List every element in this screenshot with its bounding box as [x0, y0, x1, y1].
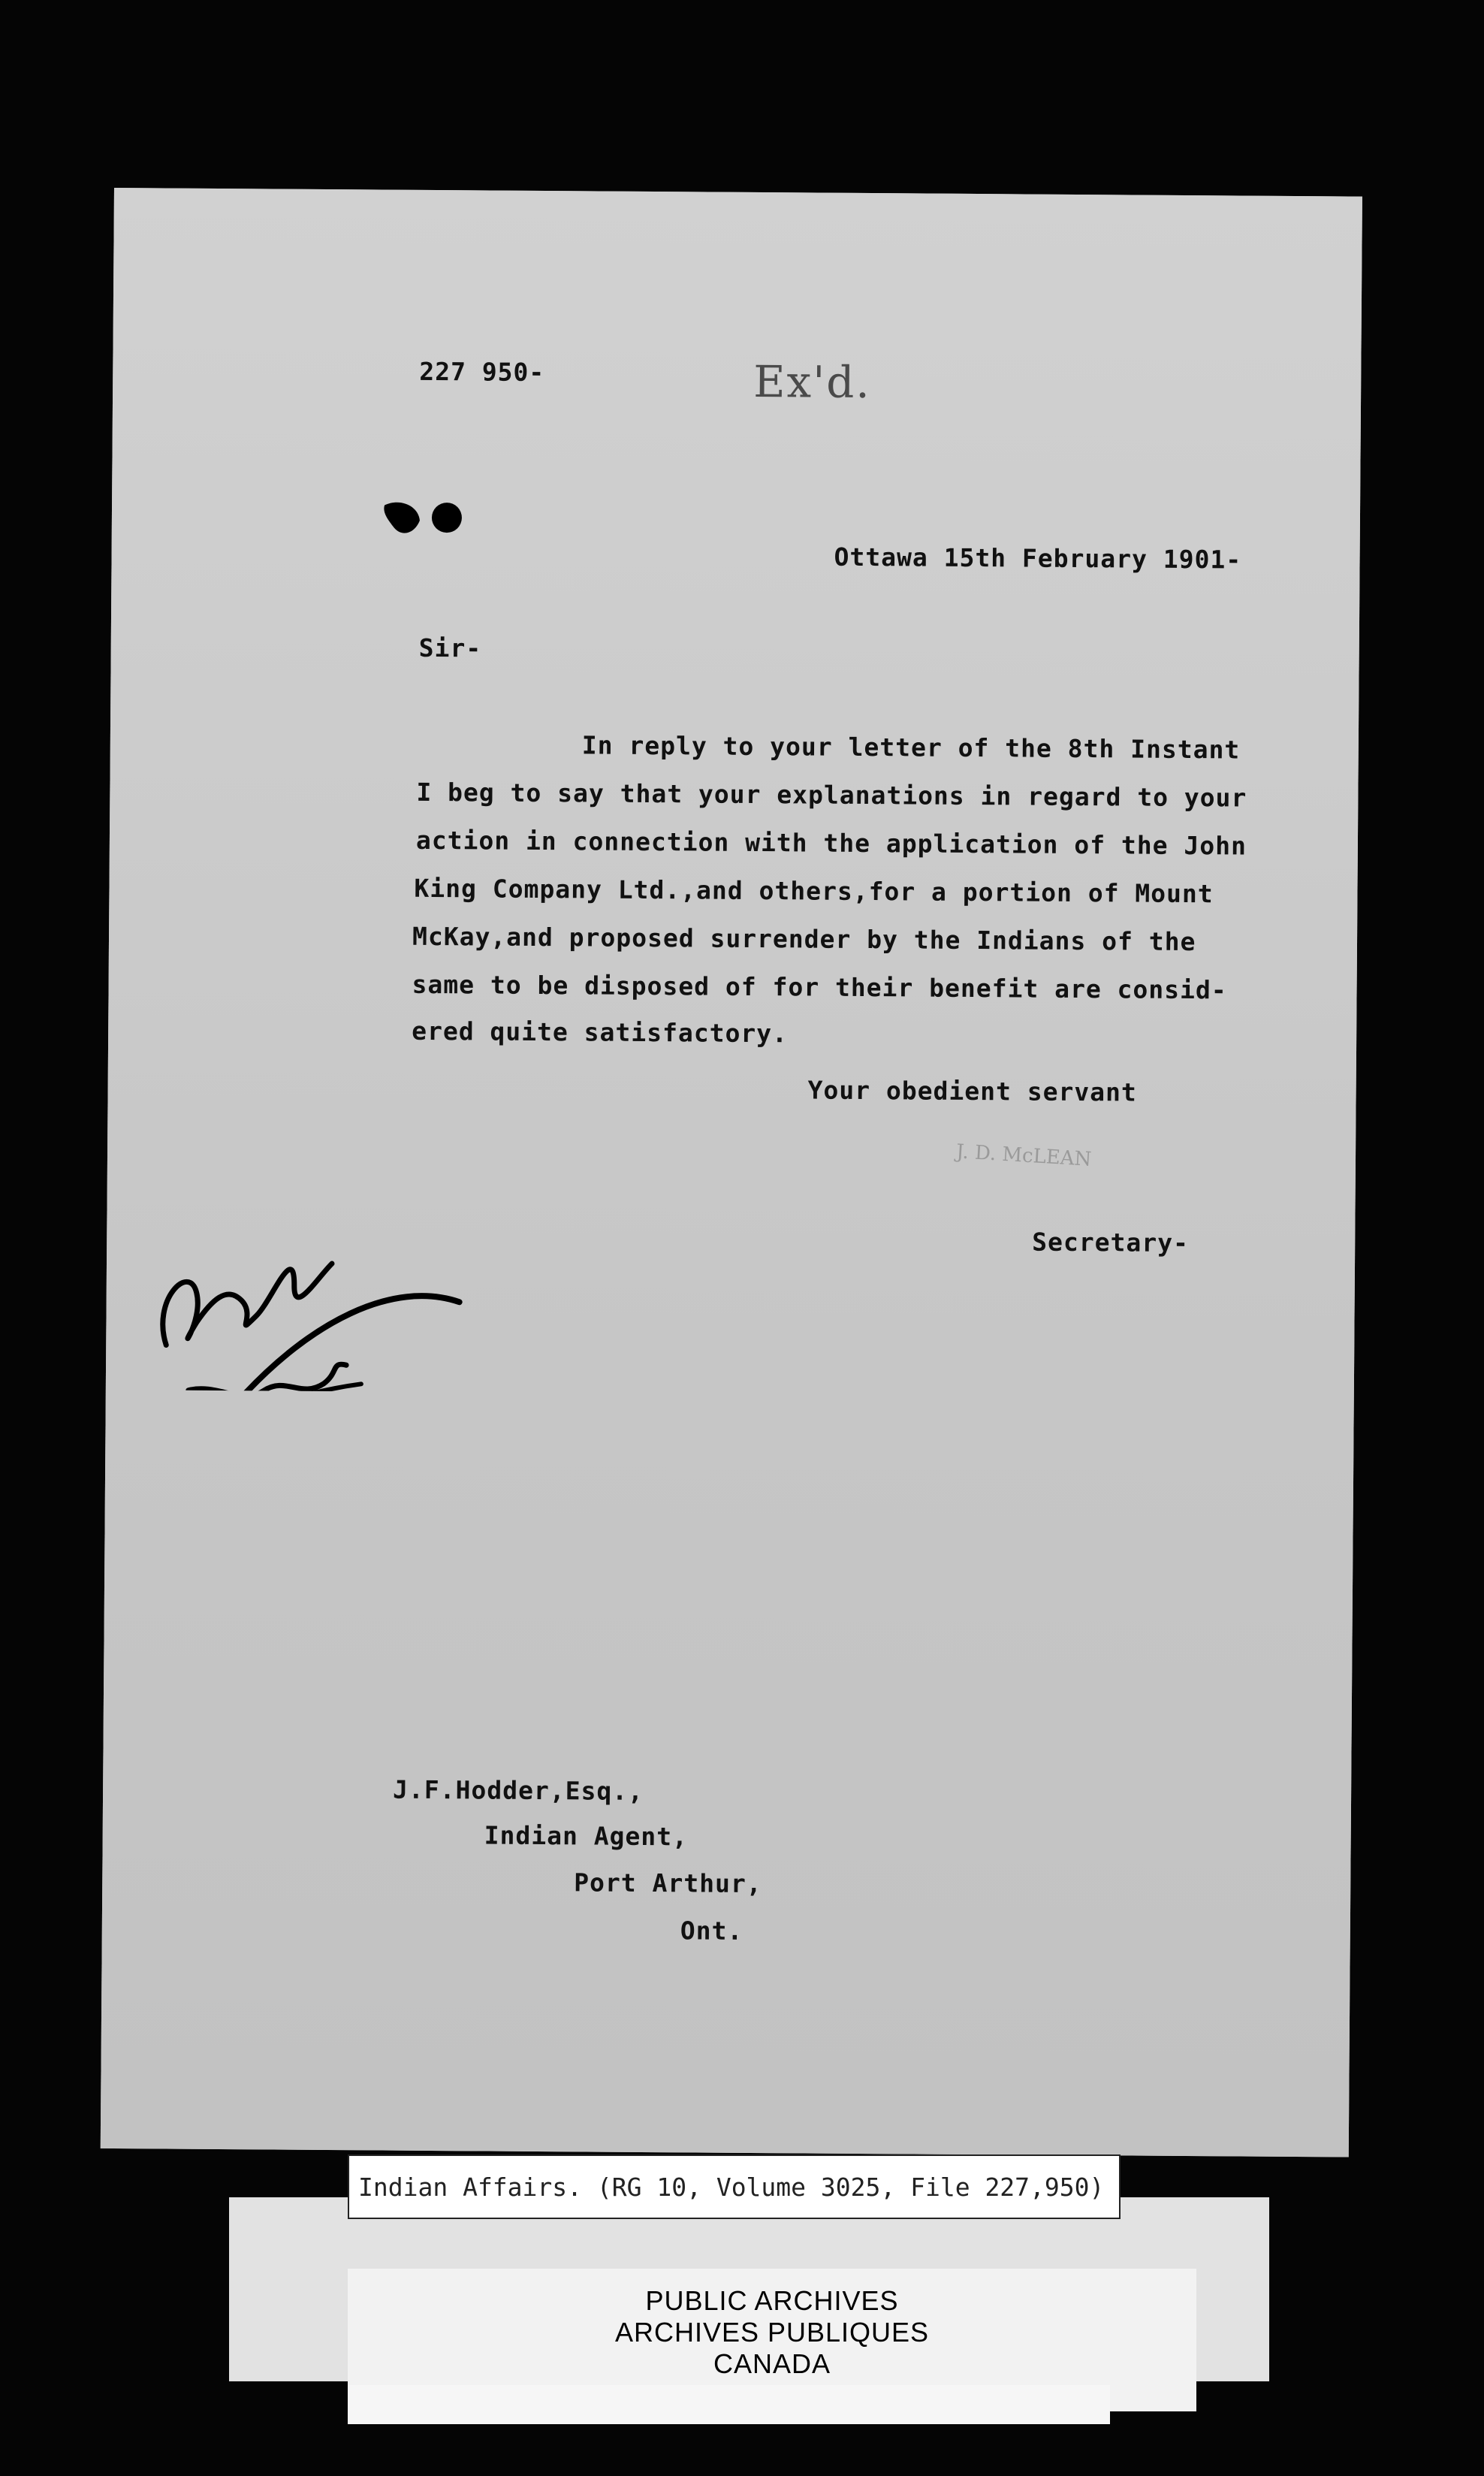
body-line: McKay,and proposed surrender by the Indians of the — [412, 921, 1196, 957]
address-line: J.F.Hodder,Esq., — [392, 1774, 644, 1806]
body-line: In reply to your letter of the 8th Instant — [581, 730, 1241, 765]
archive-line-country: CANADA — [713, 2348, 831, 2379]
file-number: 227 950- — [419, 356, 545, 388]
handwritten-initials — [143, 1074, 491, 1392]
address-line: Ont. — [680, 1916, 744, 1946]
letter-page — [101, 188, 1362, 2157]
archive-line-french: ARCHIVES PUBLIQUES — [614, 2317, 930, 2348]
ink-blot — [381, 497, 463, 543]
archive-reference-label — [348, 2154, 1121, 2219]
date-line: Ottawa 15th February 1901- — [834, 542, 1242, 575]
archive-reference-text: Indian Affairs. (RG 10, Volume 3025, File 227,950) — [358, 2173, 1105, 2202]
signature-stamp: J. D. McLEAN — [955, 1140, 1093, 1171]
body-line: King Company Ltd.,and others,for a portion of Mount — [414, 873, 1214, 909]
body-line: action in connection with the application of the John — [415, 825, 1247, 861]
address-line: Port Arthur, — [574, 1868, 762, 1899]
archive-line-english: PUBLIC ARCHIVES — [645, 2285, 899, 2316]
exd-stamp: Ex'd. — [753, 355, 872, 409]
archive-bottom-strip — [348, 2385, 1110, 2424]
closing: Your obedient servant — [807, 1075, 1137, 1107]
body-line: I beg to say that your explanations in regard to your — [416, 777, 1247, 813]
address-line: Indian Agent, — [484, 1820, 689, 1852]
secretary-title: Secretary- — [1032, 1227, 1190, 1258]
salutation: Sir- — [418, 633, 482, 663]
body-line: same to be disposed of for their benefit are consid- — [412, 969, 1227, 1005]
body-line: ered quite satisfactory. — [412, 1016, 789, 1049]
